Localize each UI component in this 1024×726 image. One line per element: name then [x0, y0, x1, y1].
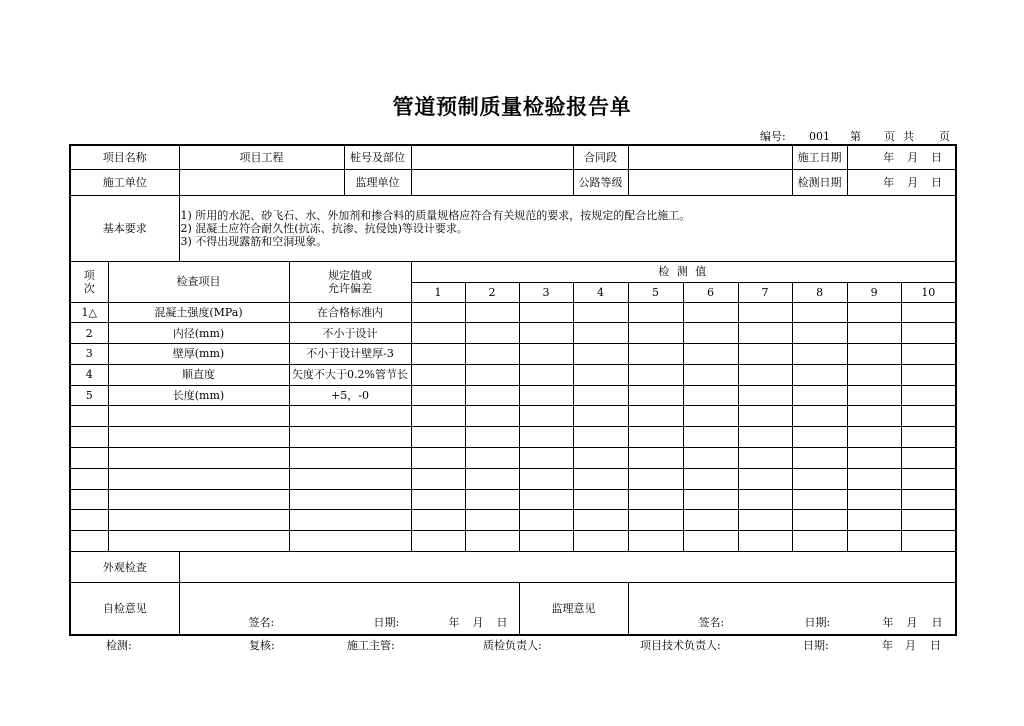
measured-value-cell [519, 531, 573, 552]
spec-header-line: 规定值或 [328, 268, 372, 282]
year-unit: 年 [882, 616, 894, 630]
measured-value-cell [411, 385, 465, 406]
measured-value-cell [465, 448, 519, 469]
measured-value-cell [519, 323, 573, 344]
measured-value-cell [901, 406, 956, 427]
measured-value-cell [573, 427, 628, 448]
measured-value-cell [628, 510, 683, 531]
spec-header [289, 261, 411, 302]
measured-value-cell [683, 344, 738, 365]
item-number-header-line: 项 [83, 268, 95, 282]
inspection-row [70, 406, 956, 427]
signature-label: 签名: [248, 616, 275, 630]
measured-value-cell [411, 302, 465, 323]
measured-value-cell [628, 406, 683, 427]
month-unit: 月 [907, 175, 919, 189]
measured-value-cell [847, 531, 901, 552]
measured-value-cell [519, 427, 573, 448]
measured-value-cell [465, 323, 519, 344]
page-total-unit: 页 [939, 130, 950, 143]
spec-cell: +5，-0 [289, 385, 411, 406]
spec-cell [289, 427, 411, 448]
doc-number-label: 编号: [760, 130, 786, 143]
measured-value-cell [465, 364, 519, 385]
date-fields [850, 151, 954, 164]
signoff-date-label: 日期: [803, 639, 829, 652]
basic-requirements-row [70, 195, 956, 261]
supervision-sign-area [631, 583, 954, 633]
check-item-cell [108, 406, 289, 427]
inspection-row [70, 427, 956, 448]
measure-index-header: 5 [628, 282, 683, 302]
spec-cell: 不小于设计壁厚-3 [289, 344, 411, 365]
measured-value-cell [901, 427, 956, 448]
check-item-cell [108, 448, 289, 469]
year-unit: 年 [448, 616, 460, 630]
measured-value-cell [738, 531, 792, 552]
check-item-cell: 壁厚(mm) [108, 344, 289, 365]
measured-value-cell [847, 510, 901, 531]
day-unit: 日 [930, 639, 941, 652]
measured-value-cell [628, 489, 683, 510]
measured-value-cell [901, 448, 956, 469]
check-item-cell [108, 468, 289, 489]
date-label: 日期: [804, 616, 831, 630]
check-item-cell: 长度(mm) [108, 385, 289, 406]
measured-value-cell [901, 510, 956, 531]
project-name-value: 项目工程 [179, 145, 344, 169]
date-label: 日期: [373, 616, 400, 630]
measured-value-cell [683, 302, 738, 323]
measured-value-cell [573, 468, 628, 489]
check-item-cell [108, 531, 289, 552]
contract-section-label: 合同段 [573, 145, 628, 169]
measured-value-cell [792, 448, 847, 469]
road-grade-label: 公路等级 [573, 169, 628, 195]
inspection-header-row [70, 261, 956, 282]
measured-value-cell [573, 344, 628, 365]
self-check-content [179, 583, 519, 635]
measured-value-cell [519, 468, 573, 489]
contractor-label: 施工单位 [70, 169, 179, 195]
measured-value-cell [411, 427, 465, 448]
check-item-cell [108, 510, 289, 531]
measured-value-cell [411, 489, 465, 510]
measured-value-cell [411, 344, 465, 365]
road-grade-value [628, 169, 792, 195]
contractor-value [179, 169, 344, 195]
measured-value-cell [792, 385, 847, 406]
measured-value-cell [847, 344, 901, 365]
measured-value-cell [411, 531, 465, 552]
inspection-date-value [847, 169, 956, 195]
item-number-cell [70, 468, 108, 489]
measured-value-cell [411, 364, 465, 385]
measured-value-cell [465, 489, 519, 510]
measured-value-cell [519, 489, 573, 510]
measured-value-cell [519, 448, 573, 469]
station-location-value [411, 145, 573, 169]
measured-value-cell [573, 385, 628, 406]
measured-value-cell [411, 448, 465, 469]
month-unit: 月 [472, 616, 484, 630]
measure-index-header: 1 [411, 282, 465, 302]
measured-value-cell [847, 302, 901, 323]
measured-value-cell [792, 302, 847, 323]
appearance-check-row [70, 552, 956, 583]
spec-cell: 不小于设计 [289, 323, 411, 344]
measured-value-cell [683, 427, 738, 448]
measured-value-cell [792, 427, 847, 448]
check-item-header: 检查项目 [108, 261, 289, 302]
check-item-cell [108, 427, 289, 448]
measured-value-cell [683, 448, 738, 469]
supervision-unit-value [411, 169, 573, 195]
requirement-line: 3) 不得出现露筋和空洞现象。 [180, 234, 328, 248]
measured-value-cell [847, 323, 901, 344]
measured-value-cell [683, 468, 738, 489]
inspection-rows [70, 302, 956, 552]
check-item-cell: 内径(mm) [108, 323, 289, 344]
measured-value-cell [573, 364, 628, 385]
measured-value-cell [683, 406, 738, 427]
measured-value-cell [628, 468, 683, 489]
item-number-header-line: 次 [83, 281, 95, 295]
measured-value-cell [901, 344, 956, 365]
measured-value-cell [628, 364, 683, 385]
inspection-date-label: 检测日期 [792, 169, 847, 195]
measured-value-cell [411, 510, 465, 531]
requirement-line: 1) 所用的水泥、砂飞石、水、外加剂和掺合料的质量规格应符合有关规范的要求，按规定的配合比施工。 [180, 208, 691, 222]
measured-value-cell [411, 323, 465, 344]
signature-label: 签名: [698, 616, 725, 630]
item-number-cell [70, 406, 108, 427]
construction-date-value [847, 145, 956, 169]
measured-value-cell [465, 531, 519, 552]
measured-value-cell [738, 323, 792, 344]
page-number-unit: 页 [884, 130, 895, 143]
measured-value-cell [519, 385, 573, 406]
project-name-label: 项目名称 [70, 145, 179, 169]
measured-value-cell [683, 323, 738, 344]
construction-date-label: 施工日期 [792, 145, 847, 169]
measured-value-cell [465, 344, 519, 365]
measured-value-cell [573, 510, 628, 531]
measured-value-cell [573, 323, 628, 344]
form-footer-section [70, 552, 956, 635]
measured-value-cell [792, 468, 847, 489]
item-number-cell: 3 [70, 344, 108, 365]
measured-value-cell [573, 302, 628, 323]
measured-value-cell [519, 406, 573, 427]
appearance-check-label: 外观检查 [70, 552, 179, 583]
year-unit: 年 [882, 639, 893, 652]
measured-value-cell [411, 406, 465, 427]
measure-index-header: 8 [792, 282, 847, 302]
month-unit: 月 [905, 639, 916, 652]
info-row-project [70, 145, 956, 169]
measured-value-cell [792, 406, 847, 427]
supervision-opinion-content [628, 583, 956, 635]
opinion-row [70, 583, 956, 635]
page-title: 管道预制质量检验报告单 [392, 95, 632, 119]
date-fields [850, 176, 954, 189]
measured-value-cell [573, 531, 628, 552]
inspection-row [70, 385, 956, 406]
spec-header-line: 允许偏差 [328, 281, 372, 295]
site-manager-signoff: 施工主管: [347, 639, 395, 652]
info-row-units [70, 169, 956, 195]
appearance-check-content [179, 552, 956, 583]
measured-value-cell [792, 364, 847, 385]
check-item-cell: 顺直度 [108, 364, 289, 385]
inspection-row [70, 531, 956, 552]
measured-value-cell [573, 448, 628, 469]
measured-value-cell [628, 448, 683, 469]
month-unit: 月 [907, 150, 919, 164]
spec-cell: 在合格标准内 [289, 302, 411, 323]
item-number-cell [70, 531, 108, 552]
measured-value-cell [792, 323, 847, 344]
measured-value-cell [738, 448, 792, 469]
doc-number: 001 [809, 130, 830, 143]
check-item-cell [108, 489, 289, 510]
measured-value-cell [519, 364, 573, 385]
supervision-opinion-label: 监理意见 [519, 583, 628, 635]
spec-cell [289, 406, 411, 427]
measured-value-cell [738, 364, 792, 385]
measure-index-header: 7 [738, 282, 792, 302]
measured-value-cell [519, 302, 573, 323]
qc-lead-signoff: 质检负责人: [483, 639, 542, 652]
item-number-header [70, 261, 108, 302]
measured-value-cell [738, 510, 792, 531]
measured-value-cell [738, 468, 792, 489]
tech-lead-signoff: 项目技术负责人: [640, 639, 721, 652]
measure-index-header: 10 [901, 282, 956, 302]
measured-value-cell [738, 385, 792, 406]
year-unit: 年 [883, 175, 895, 189]
measured-value-cell [683, 510, 738, 531]
day-unit: 日 [931, 175, 943, 189]
measured-value-cell [628, 302, 683, 323]
day-unit: 日 [496, 616, 508, 630]
measured-value-cell [792, 510, 847, 531]
page-number-prefix: 第 [850, 130, 861, 143]
measured-value-cell [683, 531, 738, 552]
measured-value-cell [683, 364, 738, 385]
inspection-row [70, 489, 956, 510]
measured-value-cell [519, 510, 573, 531]
measured-value-cell [738, 427, 792, 448]
measured-value-cell [465, 385, 519, 406]
measured-value-cell [901, 323, 956, 344]
reviewer-signoff: 复核: [249, 639, 275, 652]
month-unit: 月 [906, 616, 918, 630]
requirement-line: 2) 混凝土应符合耐久性(抗冻、抗渗、抗侵蚀)等设计要求。 [180, 221, 468, 235]
measured-value-cell [847, 448, 901, 469]
measured-value-cell [683, 489, 738, 510]
measured-value-cell [847, 406, 901, 427]
spec-cell [289, 510, 411, 531]
measured-value-cell [465, 510, 519, 531]
item-number-cell: 1△ [70, 302, 108, 323]
measured-value-cell [792, 344, 847, 365]
spec-cell [289, 489, 411, 510]
inspection-row [70, 344, 956, 365]
measured-values-header: 检 测 值 [411, 261, 956, 282]
measured-value-cell [847, 385, 901, 406]
spec-cell [289, 531, 411, 552]
year-unit: 年 [883, 150, 895, 164]
measured-value-cell [683, 385, 738, 406]
measured-value-cell [847, 427, 901, 448]
day-unit: 日 [931, 616, 943, 630]
inspection-row [70, 302, 956, 323]
measured-value-cell [465, 406, 519, 427]
measured-value-cell [738, 489, 792, 510]
measured-value-cell [901, 531, 956, 552]
inspection-row [70, 364, 956, 385]
form-header-section [70, 145, 956, 302]
measure-index-header: 6 [683, 282, 738, 302]
spec-cell [289, 468, 411, 489]
measured-value-cell [901, 364, 956, 385]
item-number-cell: 5 [70, 385, 108, 406]
basic-requirements-content [179, 195, 956, 261]
measured-value-cell [901, 489, 956, 510]
measured-value-cell [573, 489, 628, 510]
measured-value-cell [847, 489, 901, 510]
contract-section-value [628, 145, 792, 169]
measured-value-cell [519, 344, 573, 365]
measure-index-header: 3 [519, 282, 573, 302]
measured-value-cell [411, 468, 465, 489]
measured-value-cell [847, 468, 901, 489]
check-item-cell: 混凝土强度(MPa) [108, 302, 289, 323]
inspection-row [70, 448, 956, 469]
measured-value-cell [792, 489, 847, 510]
measured-value-cell [628, 344, 683, 365]
measured-value-cell [901, 302, 956, 323]
inspection-row [70, 510, 956, 531]
measured-value-cell [465, 427, 519, 448]
measure-index-header: 9 [847, 282, 901, 302]
self-check-label: 自检意见 [70, 583, 179, 635]
station-location-label: 桩号及部位 [344, 145, 411, 169]
measured-value-cell [628, 531, 683, 552]
inspection-row [70, 323, 956, 344]
item-number-cell [70, 448, 108, 469]
measured-value-cell [901, 468, 956, 489]
page-total-prefix: 共 [903, 130, 914, 143]
measured-value-cell [792, 531, 847, 552]
item-number-cell [70, 510, 108, 531]
measure-index-header: 2 [465, 282, 519, 302]
measured-value-cell [901, 385, 956, 406]
measured-value-cell [573, 406, 628, 427]
measured-value-cell [738, 302, 792, 323]
item-number-cell [70, 489, 108, 510]
inspector-signoff: 检测: [106, 639, 132, 652]
measured-value-cell [628, 427, 683, 448]
measured-value-cell [628, 385, 683, 406]
measured-value-cell [847, 364, 901, 385]
inspection-form-table [69, 144, 957, 636]
supervision-unit-label: 监理单位 [344, 169, 411, 195]
spec-cell [289, 448, 411, 469]
inspection-row [70, 468, 956, 489]
item-number-cell: 2 [70, 323, 108, 344]
measured-value-cell [628, 323, 683, 344]
item-number-cell: 4 [70, 364, 108, 385]
spec-cell: 矢度不大于0.2%管节长 [289, 364, 411, 385]
day-unit: 日 [931, 150, 943, 164]
item-number-cell [70, 427, 108, 448]
measured-value-cell [465, 302, 519, 323]
measured-value-cell [465, 468, 519, 489]
measure-index-header: 4 [573, 282, 628, 302]
self-check-sign-area [182, 583, 517, 633]
measured-value-cell [738, 406, 792, 427]
measured-value-cell [738, 344, 792, 365]
basic-requirements-label: 基本要求 [70, 195, 179, 261]
